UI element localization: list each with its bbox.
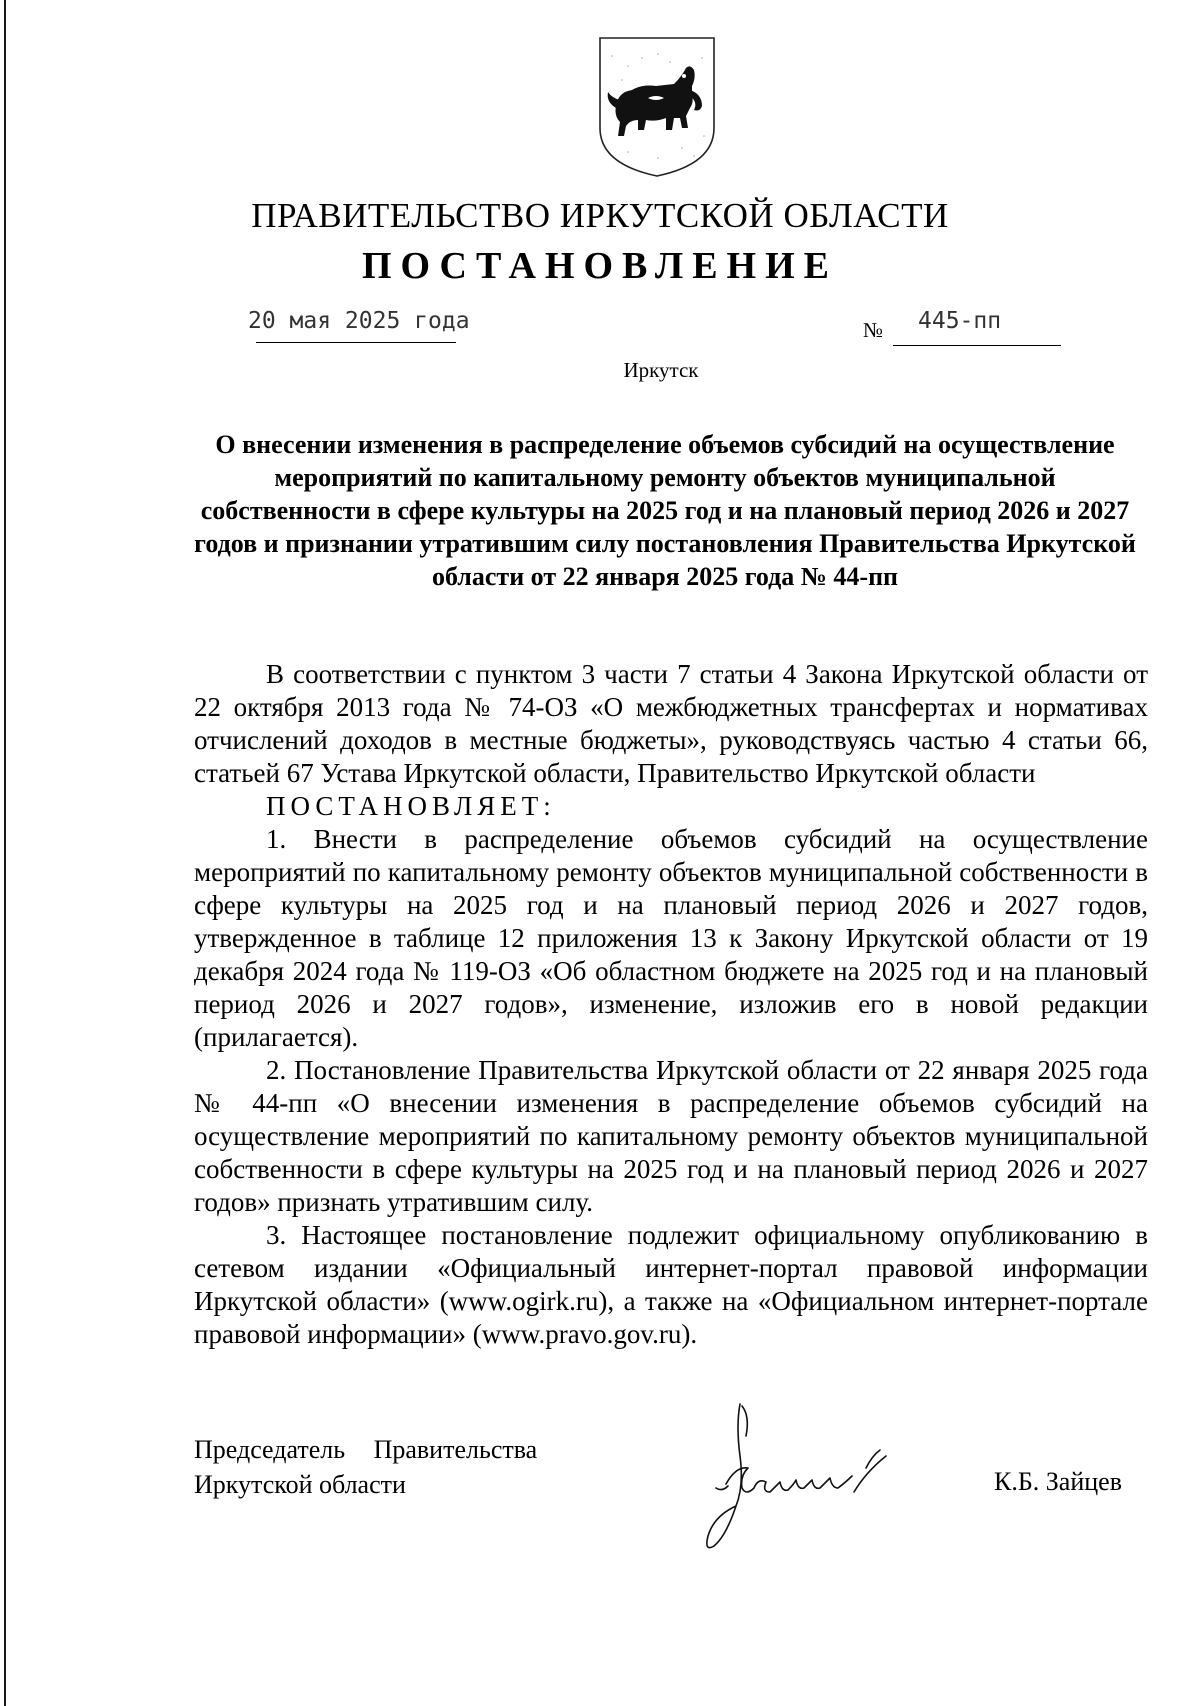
city-name: Иркутск [623, 358, 699, 382]
number-sign: № [863, 318, 884, 342]
signatory-position [194, 1432, 537, 1502]
date-underline [256, 342, 456, 343]
item-1-paragraph: 1. Внести в распределение объемов субсидий на осуществление мероприятий по капитальному ремонту объектов муниципальной собственности в сфере культуры на 2025 год и на плановый период 2026 и 2027 годов, утвержденное в таблице 12 приложения 13 к Закону Иркутской области от 19 декабря 2024 года № 119-ОЗ «Об областном бюджете на 2025 год и на плановый период 2026 и 2027 годов», изменение, изложив его в новой редакции (прилагается). [194, 824, 1148, 1052]
document-number: 445-пп [918, 308, 1002, 334]
coat-of-arms-emblem [598, 36, 716, 178]
government-title: ПРАВИТЕЛЬСТВО ИРКУТСКОЙ ОБЛАСТИ [251, 196, 949, 235]
preamble-paragraph: В соответствии с пунктом 3 части 7 статьи 4 Закона Иркутской области от 22 октября 2013 года № 74-ОЗ «О межбюджетных трансфертах и нормативах отчислений доходов в местные бюджеты», руководствуясь частью 4 статьи 66, статьей 67 Устава Иркутской области, Правительство Иркутской области [194, 659, 1148, 788]
number-underline [893, 345, 1061, 346]
item-2-paragraph: 2. Постановление Правительства Иркутской области от 22 января 2025 года № 44-пп «О внесении изменения в распределение объемов субсидий на осуществление мероприятий по капитальному ремонту объектов муниципальной собственности в сфере культуры на 2025 год и на плановый период 2026 и 2027 годов» признать утратившим силу. [194, 1055, 1148, 1217]
document-type-heading: ПОСТАНОВЛЕНИЕ [361, 245, 839, 287]
position-line-2: Иркутской области [194, 1470, 406, 1499]
document-date: 20 мая 2025 года [248, 308, 470, 334]
document-title: О внесении изменения в распределение объемов субсидий на осуществление мероприятий по капитальному ремонту объектов муниципальной собственности в сфере культуры на 2025 год и на плановый период 2026 и 2027 годов и признании утратившим силу постановления Правительства Иркутской области от 22 января 2025 года № 44-пп [194, 430, 1136, 591]
handwritten-signature [696, 1396, 936, 1556]
position-line-1: Председатель Правительства [194, 1435, 538, 1464]
item-3-paragraph: 3. Настоящее постановление подлежит официальному опубликованию в сетевом издании «Официальный интернет-портал правовой информации Иркутской области» (www.ogirk.ru), а также на «Официальном интернет-портале правовой информации» (www.pravo.gov.ru). [194, 1220, 1148, 1349]
signatory-name: К.Б. Зайцев [994, 1467, 1122, 1496]
decree-word: ПОСТАНОВЛЯЕТ: [266, 791, 556, 821]
document-body [194, 658, 1148, 1351]
